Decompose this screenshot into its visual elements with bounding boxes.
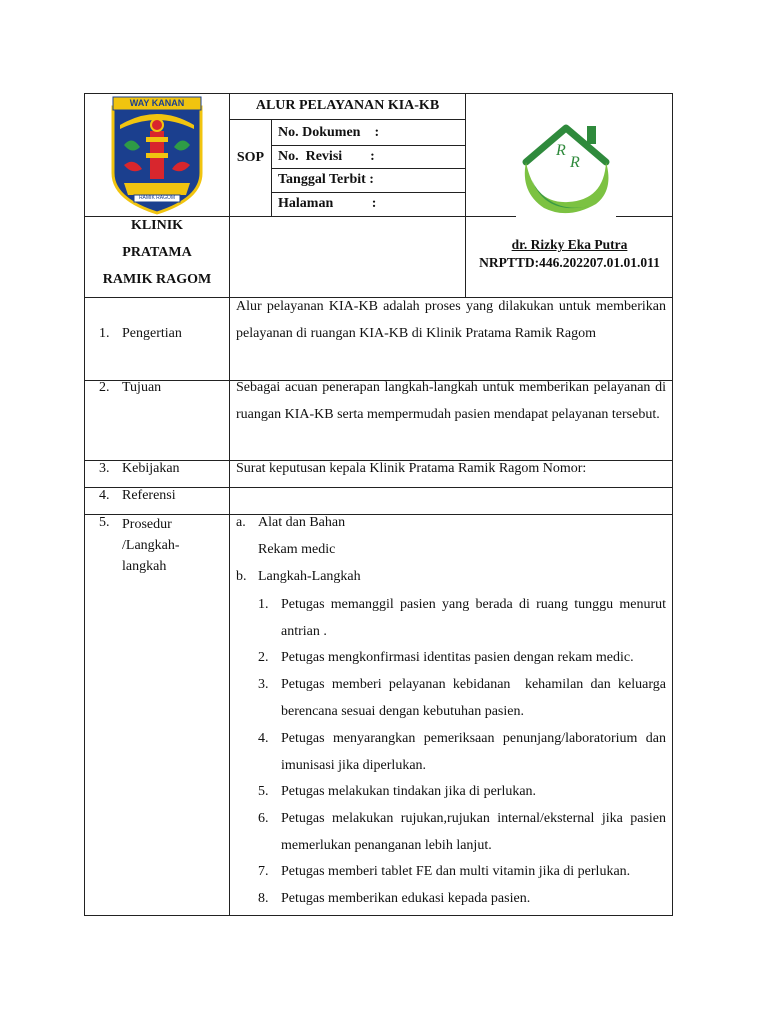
referensi-number: 4. — [99, 488, 110, 503]
clinic-name-3: RAMIK RAGOM — [102, 272, 212, 287]
step-text: Petugas memberi tablet FE dan multi vitamin jika di perlukan. — [281, 864, 631, 879]
prosedur-label-line: Prosedur — [122, 517, 172, 532]
step-number: 2. — [258, 650, 269, 665]
prosedur-label-line: /Langkah- — [122, 538, 180, 553]
logo-initial-bottom: R — [570, 154, 580, 171]
prosedur-label — [122, 514, 180, 577]
pengertian-number: 1. — [99, 326, 110, 341]
logo-motto-text: RAMIK RAGOM — [138, 195, 176, 201]
step-text: Petugas melakukan tindakan jika di perlukan. — [281, 784, 537, 799]
pengertian-label: Pengertian — [122, 326, 182, 341]
right-divider-right — [616, 216, 673, 217]
prosedur-label-line: langkah — [122, 559, 167, 574]
document-title: ALUR PELAYANAN KIA-KB — [255, 98, 440, 113]
logo-banner-text: WAY KANAN — [129, 98, 185, 108]
step-text: Petugas memberikan edukasi kepada pasien. — [281, 891, 531, 906]
tujuan-text: Sebagai acuan penerapan langkah-langkah untuk memberikan pelayanan di ruangan KIA-KB serta mempermudah pasien mendapat pelayanan tersebut. — [236, 380, 666, 422]
step-number: 7. — [258, 864, 269, 879]
section-a-marker: a. — [236, 515, 246, 530]
step-number: 6. — [258, 811, 269, 826]
step-text: Petugas memanggil pasien yang berada di ruang tunggu menurut antrian . — [281, 597, 666, 639]
step-number: 5. — [258, 784, 269, 799]
signer-name: dr. Rizky Eka Putra — [511, 237, 628, 252]
tujuan-number: 2. — [99, 380, 110, 395]
step-text: Petugas memberi pelayanan kebidanan kehamilan dan keluarga berencana sesuai dengan kebutuhan pasien. — [281, 677, 670, 719]
logo-initial-top: R — [556, 142, 566, 159]
blank-cell-border — [229, 216, 466, 298]
clinic-name-1: KLINIK — [130, 218, 184, 233]
field-tanggal-terbit: Tanggal Terbit : — [278, 172, 374, 187]
section-a-title: Alat dan Bahan — [258, 515, 346, 530]
kebijakan-text: Surat keputusan kepala Klinik Pratama Ramik Ragom Nomor: — [236, 461, 587, 476]
prosedur-number: 5. — [99, 515, 110, 530]
step-text: Petugas mengkonfirmasi identitas pasien dengan rekam medic. — [281, 650, 634, 665]
field-no-dokumen: No. Dokumen : — [278, 125, 380, 140]
step-text: Petugas menyarangkan pemeriksaan penunjang/laboratorium dan imunisasi jika diperlukan. — [281, 731, 666, 773]
field-halaman: Halaman : — [278, 196, 377, 211]
right-divider-left — [466, 216, 516, 217]
step-text: Petugas melakukan rujukan,rujukan internal/eksternal jika pasien memerlukan penanganan lebih lanjut. — [281, 811, 666, 853]
referensi-label: Referensi — [122, 488, 176, 503]
field-no-revisi: No. Revisi : — [278, 149, 375, 164]
section-a-item: Rekam medic — [258, 542, 336, 557]
step-number: 1. — [258, 597, 269, 612]
clinic-logo — [516, 120, 616, 220]
label-column-divider — [229, 297, 230, 916]
pengertian-text: Alur pelayanan KIA-KB adalah proses yang dilakukan untuk memberikan pelayanan di ruangan KIA-KB di Klinik Pratama Ramik Ragom — [236, 299, 666, 341]
kebijakan-number: 3. — [99, 461, 110, 476]
step-number: 4. — [258, 731, 269, 746]
kebijakan-label: Kebijakan — [122, 461, 180, 476]
signer-id: NRPTTD:446.202207.01.01.011 — [479, 255, 660, 270]
section-b-marker: b. — [236, 569, 247, 584]
way-kanan-logo — [110, 95, 204, 215]
step-number: 3. — [258, 677, 269, 692]
clinic-name-2: PRATAMA — [122, 245, 192, 260]
tujuan-label: Tujuan — [122, 380, 162, 395]
step-number: 8. — [258, 891, 269, 906]
section-b-title: Langkah-Langkah — [258, 569, 361, 584]
sop-label: SOP — [236, 150, 265, 165]
